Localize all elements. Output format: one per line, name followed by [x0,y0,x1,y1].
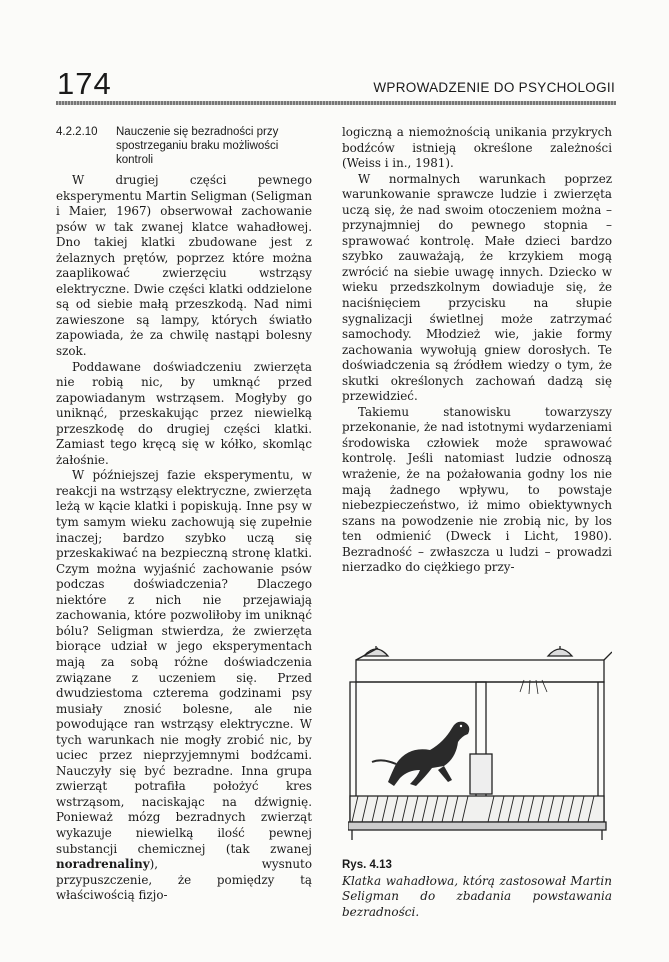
right-column [342,125,612,576]
figure-caption-text: Klatka wahadłowa, którą zastosował Martin Seligman do zbadania powstawania bezradności. [342,873,612,919]
left-column [56,125,312,904]
paragraph-text: ), wysnuto przypuszczenie, że pomiędzy tą właściwością fizjo- [56,857,312,903]
figure-label: Rys. 4.13 [342,859,392,871]
paragraph: logiczną a niemożnością unikania przykrych bodźców istnieją określone zależności (Weiss i in., 1981). [342,125,612,171]
header-rule [56,101,616,105]
paragraph-text: W późniejszej fazie eksperymentu, w reakcji na wstrząsy elektryczne, zwierzęta leżą w kącie klatki i popiskują. Inne psy w tym samym wieku zachowują się zupełnie inaczej; bardzo szybko uczą się przeskakiwać na bezpieczną stronę klatki. Czym można wyjaśnić zachowanie psów podczas doświadczenia? Dlaczego niektóre z nich nie przejawiają zachowania, które pozwoliłoby im uniknąć bólu? Seligman stwierdza, że zwierzęta biorące udział w jego eksperymentach mają za sobą różne doświadczenia związane z uczeniem się. Przed dwudziestoma czterema godzinami psy musiały znosić bolesne, ale nie powodujące ran wstrząsy elektryczne. W tych warunkach nie mogły zrobić nic, by uciec przez nieprzyjemnymi bodźcami. Nauczyły się być bezradne. Inna grupa zwierząt potrafiła położyć kres wstrząsom, naciskając na dźwignię. Ponieważ mózg bezradnych zwierząt wykazuje niewielką ilość pewnej substancji chemicznej (tak zwanej [56,468,312,856]
paragraph: Poddawane doświadczeniu zwierzęta nie robią nic, by umknąć przed zapowiadanym wstrząsem. Mogłyby go uniknąć, przeskakując przez niewielką przeszkodę do drugiej części klatki. Zamiast tego kręcą się w kółko, skomląc żałośnie. [56,359,312,467]
figure-caption [342,858,612,920]
page-number: 174 [57,66,112,101]
running-header: WPROWADZENIE DO PSYCHOLOGII [373,80,615,95]
shuttle-box-illustration [348,646,612,856]
bold-term: noradrenaliny [56,857,150,872]
paragraph: W normalnych warunkach poprzez warunkowanie sprawcze ludzie i zwierzęta uczą się, że nad swoim otoczeniem można – przynajmniej do pewnego stopnia – sprawować kontrolę. Małe dzieci bardzo szybko zauważają, że krzykiem mogą zwrócić na siebie uwagę innych. Dziecko w wieku przedszkolnym dowiaduje się, że naciśnięciem przycisku na słupie sygnalizacji świetlnej może zatrzymać samochody. Młodzież wie, jakie formy zachowania wywołują gniew dorosłych. Te doświadczenia są źródłem wiedzy o tym, że skutki określonych zachowań dadzą się przewidzieć. [342,171,612,404]
section-heading [56,125,312,167]
section-title: Nauczenie się bezradności przy spostrzeganiu braku możliwości kontroli [116,126,279,166]
paragraph [56,468,312,903]
paragraph: W drugiej części pewnego eksperymentu Martin Seligman (Seligman i Maier, 1967) obserwował zachowanie psów w tak zwanej klatce wahadłowej. Dno takiej klatki zbudowane jest z żelaznych prętów, poprzez które można zaaplikować zwierzęciu wstrząsy elektryczne. Dwie części klatki oddzielone są od siebie małą przeszkodą. Nad nimi zawieszone są lampy, których światło zapowiada, że za chwilę nastąpi bolesny szok. [56,173,312,359]
dog-figure [372,722,469,786]
section-number: 4.2.2.10 [56,126,98,138]
paragraph: Takiemu stanowisku towarzyszy przekonanie, że nad istotnymi wydarzeniami środowiska człowiek może sprawować kontrolę. Jeśli natomiast ludzie odnoszą wrażenie, że na pożałowania godny los nie mają żadnego wpływu, to powstaje niebezpieczeństwo, iż mimo obiektywnych szans na powodzenie nie zrobią nic, by los ten odmienić (Dweck i Licht, 1980). Bezradność – zwłaszcza u ludzi – prowadzi nierzadko do ciężkiego przy- [342,404,612,575]
